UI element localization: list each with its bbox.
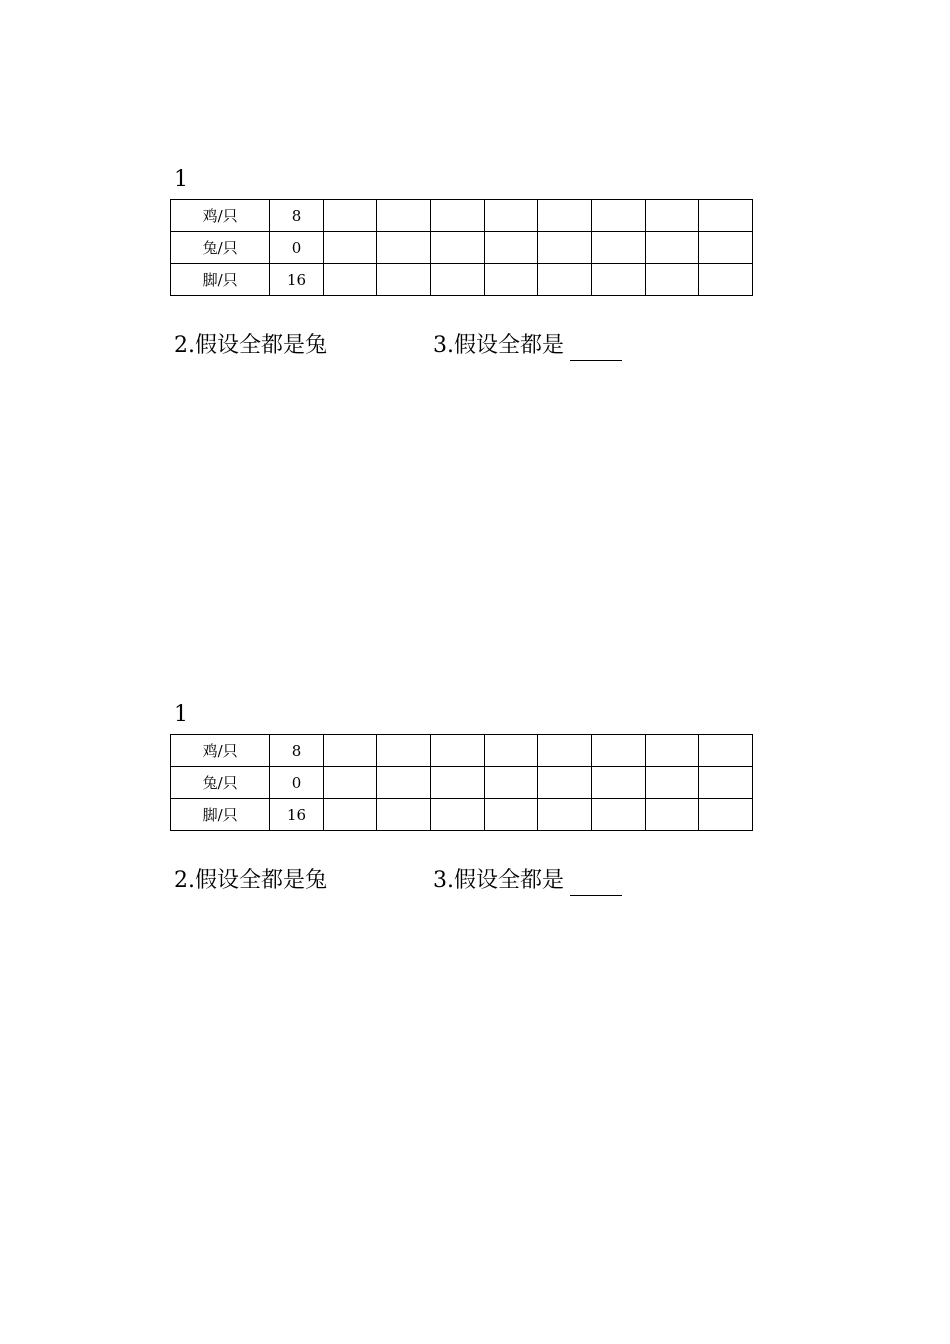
blank-cell[interactable] [645, 735, 699, 767]
row-value-rabbit: 0 [270, 232, 324, 264]
question-3-text: 3.假设全都是 [433, 333, 564, 358]
row-value-chicken: 8 [270, 735, 324, 767]
section-number: 1 [174, 702, 188, 727]
question-2: 2.假设全都是兔 [174, 868, 327, 893]
section-number: 1 [174, 167, 188, 192]
table-row [171, 264, 753, 296]
question-2: 2.假设全都是兔 [174, 333, 327, 358]
blank-cell[interactable] [699, 735, 753, 767]
table-row [171, 232, 753, 264]
blank-cell[interactable] [431, 767, 485, 799]
blank-cell[interactable] [377, 799, 431, 831]
blank-cell[interactable] [377, 735, 431, 767]
blank-cell[interactable] [377, 767, 431, 799]
blank-cell[interactable] [645, 767, 699, 799]
table-row [171, 200, 753, 232]
row-value-feet: 16 [270, 799, 324, 831]
row-label-rabbit: 兔/只 [171, 767, 270, 799]
blank-cell[interactable] [592, 799, 646, 831]
blank-cell[interactable] [645, 264, 699, 296]
row-value-rabbit: 0 [270, 767, 324, 799]
answer-blank[interactable] [570, 871, 622, 896]
blank-cell[interactable] [592, 200, 646, 232]
blank-cell[interactable] [431, 232, 485, 264]
blank-cell[interactable] [538, 200, 592, 232]
blank-cell[interactable] [538, 232, 592, 264]
row-value-chicken: 8 [270, 200, 324, 232]
blank-cell[interactable] [592, 767, 646, 799]
blank-cell[interactable] [592, 232, 646, 264]
answer-blank[interactable] [570, 336, 622, 361]
blank-cell[interactable] [484, 735, 538, 767]
blank-cell[interactable] [431, 200, 485, 232]
row-label-chicken: 鸡/只 [171, 200, 270, 232]
blank-cell[interactable] [323, 232, 377, 264]
blank-cell[interactable] [323, 799, 377, 831]
blank-cell[interactable] [323, 264, 377, 296]
blank-cell[interactable] [431, 735, 485, 767]
blank-cell[interactable] [699, 264, 753, 296]
table-row [171, 767, 753, 799]
blank-cell[interactable] [377, 232, 431, 264]
table-row [171, 799, 753, 831]
row-value-feet: 16 [270, 264, 324, 296]
blank-cell[interactable] [645, 232, 699, 264]
blank-cell[interactable] [592, 735, 646, 767]
blank-cell[interactable] [323, 200, 377, 232]
blank-cell[interactable] [538, 799, 592, 831]
blank-cell[interactable] [645, 799, 699, 831]
blank-cell[interactable] [699, 232, 753, 264]
blank-cell[interactable] [377, 200, 431, 232]
blank-cell[interactable] [484, 799, 538, 831]
blank-cell[interactable] [484, 264, 538, 296]
row-label-feet: 脚/只 [171, 264, 270, 296]
blank-cell[interactable] [484, 232, 538, 264]
row-label-feet: 脚/只 [171, 799, 270, 831]
blank-cell[interactable] [538, 767, 592, 799]
row-label-chicken: 鸡/只 [171, 735, 270, 767]
table-row [171, 735, 753, 767]
blank-cell[interactable] [484, 767, 538, 799]
question-3 [433, 866, 622, 896]
blank-cell[interactable] [592, 264, 646, 296]
blank-cell[interactable] [645, 200, 699, 232]
chicken-rabbit-table [170, 199, 753, 296]
blank-cell[interactable] [538, 264, 592, 296]
blank-cell[interactable] [484, 200, 538, 232]
blank-cell[interactable] [699, 767, 753, 799]
blank-cell[interactable] [699, 799, 753, 831]
row-label-rabbit: 兔/只 [171, 232, 270, 264]
blank-cell[interactable] [699, 200, 753, 232]
blank-cell[interactable] [538, 735, 592, 767]
blank-cell[interactable] [431, 264, 485, 296]
question-3-text: 3.假设全都是 [433, 868, 564, 893]
blank-cell[interactable] [323, 767, 377, 799]
question-3 [433, 331, 622, 361]
blank-cell[interactable] [323, 735, 377, 767]
blank-cell[interactable] [431, 799, 485, 831]
blank-cell[interactable] [377, 264, 431, 296]
chicken-rabbit-table [170, 734, 753, 831]
